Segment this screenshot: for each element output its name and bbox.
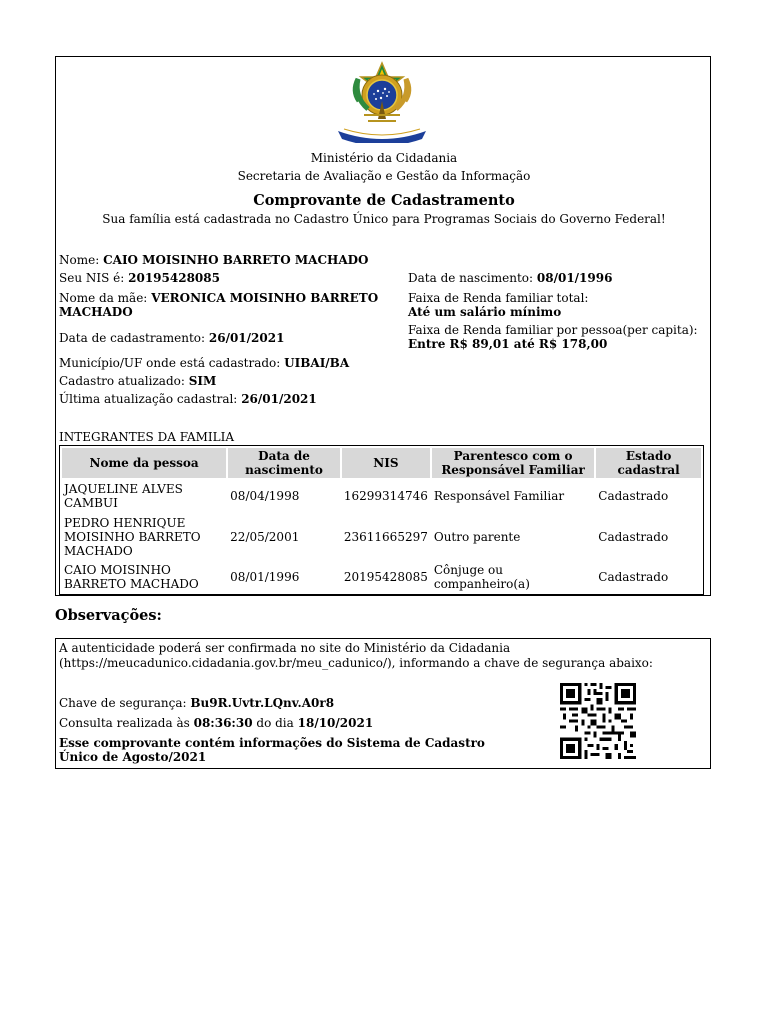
name-field bbox=[59, 253, 369, 268]
table-row bbox=[62, 562, 701, 592]
header-relationship: Parentesco com o Responsável Familiar bbox=[432, 448, 594, 478]
last-update-value: 26/01/2021 bbox=[241, 392, 317, 406]
updated-label: Cadastro atualizado: bbox=[59, 374, 185, 388]
nis-field bbox=[59, 271, 220, 286]
registration-date-label: Data de cadastramento: bbox=[59, 331, 206, 345]
cell-status: Cadastrado bbox=[598, 489, 669, 503]
note-line1: Esse comprovante contém informações do Sistema de Cadastro bbox=[59, 736, 485, 750]
per-capita-income-value-wrap bbox=[408, 337, 607, 352]
mother-field bbox=[59, 291, 378, 306]
family-income-label: Faixa de Renda familiar total: bbox=[408, 291, 589, 305]
registration-date-value: 26/01/2021 bbox=[208, 331, 285, 345]
per-capita-income-value: Entre R$ 89,01 até R$ 178,00 bbox=[408, 337, 608, 351]
document-subtitle: Sua família está cadastrada no Cadastro Único para Programas Sociais do Governo Federal! bbox=[102, 212, 666, 226]
birth-date-label: Data de nascimento: bbox=[408, 271, 534, 285]
query-time-field bbox=[59, 716, 373, 731]
municipality-value: UIBAI/BA bbox=[284, 356, 350, 370]
mother-value-line1: VERONICA MOISINHO BARRETO bbox=[151, 291, 379, 305]
cell-relationship: Responsável Familiar bbox=[433, 489, 565, 503]
table-row bbox=[62, 480, 701, 512]
registration-date-field bbox=[59, 331, 284, 346]
security-key-label: Chave de segurança: bbox=[59, 696, 187, 710]
document-title: Comprovante de Cadastramento bbox=[253, 192, 515, 209]
name-value: CAIO MOISINHO BARRETO MACHADO bbox=[103, 253, 369, 267]
ministry-name: Ministério da Cidadania bbox=[310, 151, 458, 165]
cell-name: CAIO MOISINHO BARRETO MACHADO bbox=[64, 563, 199, 591]
municipality-field bbox=[59, 356, 349, 371]
family-income-value: Até um salário mínimo bbox=[408, 305, 562, 319]
last-update-field bbox=[59, 392, 317, 407]
updated-value: SIM bbox=[188, 374, 217, 388]
family-table-header bbox=[62, 448, 701, 478]
birth-date-value: 08/01/1996 bbox=[536, 271, 613, 285]
brazil-coat-of-arms-icon bbox=[334, 61, 430, 143]
qr-code-icon bbox=[557, 683, 639, 759]
mother-value-line2: MACHADO bbox=[59, 305, 133, 319]
updated-field bbox=[59, 374, 216, 389]
query-prefix: Consulta realizada às bbox=[59, 716, 190, 730]
query-time: 08:36:30 bbox=[193, 716, 253, 730]
name-label: Nome: bbox=[59, 253, 100, 267]
nis-value: 20195428085 bbox=[128, 271, 220, 285]
auth-line2: (https://meucadunico.cidadania.gov.br/meu_cadunico/), informando a chave de segurança abaixo: bbox=[59, 656, 653, 670]
per-capita-income-label: Faixa de Renda familiar por pessoa(per capita): bbox=[408, 323, 698, 337]
cell-birth-date: 08/01/1996 bbox=[230, 570, 300, 584]
family-heading: INTEGRANTES DA FAMILIA bbox=[59, 430, 235, 444]
cell-nis: 23611665297 bbox=[343, 530, 428, 544]
nis-label: Seu NIS é: bbox=[59, 271, 125, 285]
cell-relationship: Cônjuge ou companheiro(a) bbox=[433, 563, 530, 591]
query-date: 18/10/2021 bbox=[297, 716, 374, 730]
security-key-value: Bu9R.Uvtr.LQnv.A0r8 bbox=[190, 696, 335, 710]
auth-line1: A autenticidade poderá ser confirmada no site do Ministério da Cidadania bbox=[59, 641, 511, 655]
mother-field-continued bbox=[59, 305, 133, 320]
table-row bbox=[62, 514, 701, 560]
observations-heading: Observações: bbox=[55, 607, 162, 624]
header-birth-date: Data de nascimento bbox=[228, 448, 340, 478]
cell-status: Cadastrado bbox=[598, 570, 669, 584]
last-update-label: Última atualização cadastral: bbox=[59, 392, 238, 406]
cell-nis: 20195428085 bbox=[343, 570, 428, 584]
query-mid: do dia bbox=[256, 716, 294, 730]
note-line1-wrap bbox=[59, 736, 485, 751]
note-line2-wrap bbox=[59, 750, 206, 765]
secretaria-name: Secretaria de Avaliação e Gestão da Informação bbox=[237, 169, 531, 183]
header-nis: NIS bbox=[342, 448, 430, 478]
cell-name: PEDRO HENRIQUE MOISINHO BARRETO MACHADO bbox=[64, 516, 201, 558]
security-key-field bbox=[59, 696, 334, 711]
note-line2: Único de Agosto/2021 bbox=[59, 750, 207, 764]
cell-nis: 16299314746 bbox=[343, 489, 428, 503]
cell-name: JAQUELINE ALVES CAMBUI bbox=[64, 482, 183, 510]
birth-date-field bbox=[408, 271, 612, 286]
family-income-value-wrap bbox=[408, 305, 561, 320]
municipality-label: Município/UF onde está cadastrado: bbox=[59, 356, 281, 370]
cell-birth-date: 22/05/2001 bbox=[230, 530, 300, 544]
header-status: Estado cadastral bbox=[596, 448, 701, 478]
cell-status: Cadastrado bbox=[598, 530, 669, 544]
header-name: Nome da pessoa bbox=[62, 448, 226, 478]
cell-birth-date: 08/04/1998 bbox=[230, 489, 300, 503]
cell-relationship: Outro parente bbox=[433, 530, 521, 544]
mother-label: Nome da mãe: bbox=[59, 291, 148, 305]
family-table bbox=[59, 445, 704, 595]
